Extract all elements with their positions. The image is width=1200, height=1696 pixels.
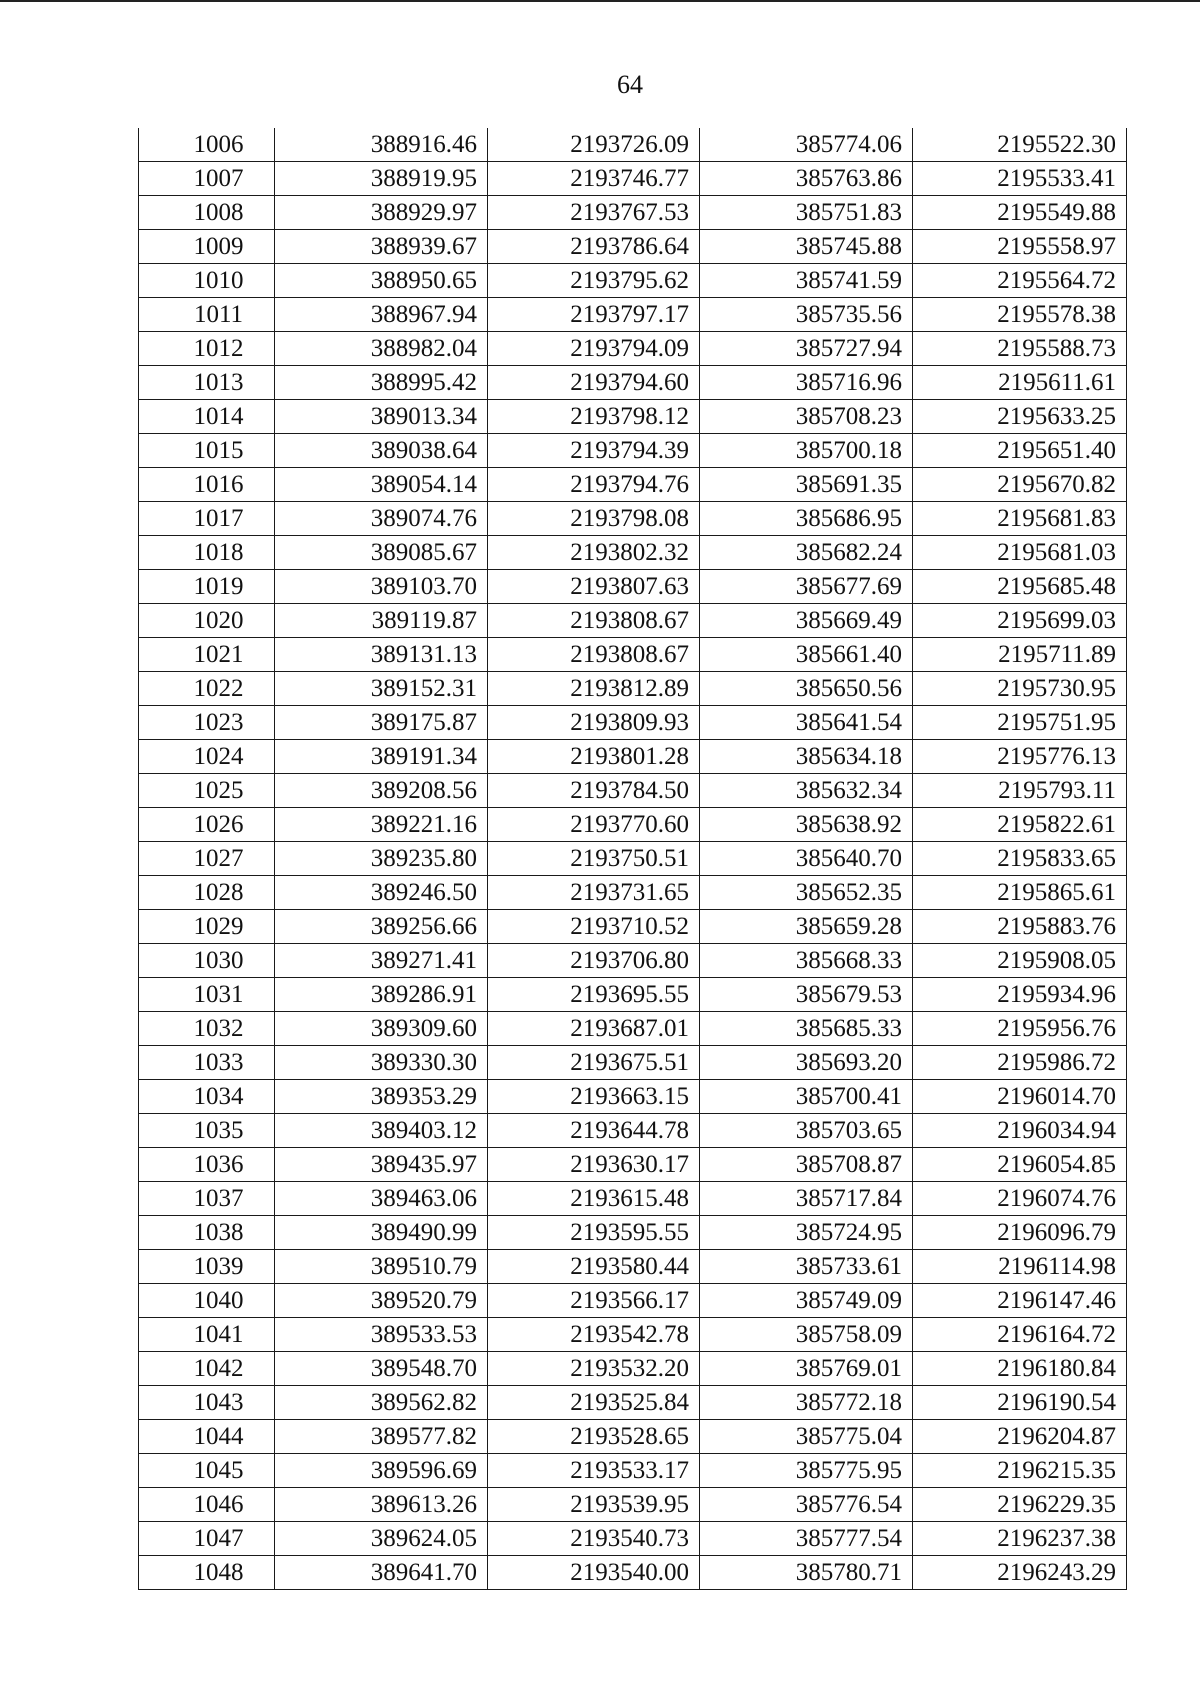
table-row (139, 536, 1127, 570)
coord-d-cell: 2196204.87 (913, 1420, 1127, 1454)
coord-d-cell: 2195681.03 (913, 536, 1127, 570)
coord-c-cell: 385763.86 (700, 162, 913, 196)
coord-d-cell: 2196243.29 (913, 1556, 1127, 1590)
coord-b-cell: 2193807.63 (488, 570, 700, 604)
coord-b-cell: 2193808.67 (488, 638, 700, 672)
coord-d-cell: 2195588.73 (913, 332, 1127, 366)
point-number-cell: 1022 (139, 672, 275, 706)
coord-c-cell: 385640.70 (700, 842, 913, 876)
coord-d-cell: 2195730.95 (913, 672, 1127, 706)
coord-b-cell: 2193675.51 (488, 1046, 700, 1080)
coord-d-cell: 2195751.95 (913, 706, 1127, 740)
point-number-cell: 1039 (139, 1250, 275, 1284)
coord-c-cell: 385741.59 (700, 264, 913, 298)
coord-a-cell: 388967.94 (275, 298, 488, 332)
coord-c-cell: 385733.61 (700, 1250, 913, 1284)
coord-b-cell: 2193615.48 (488, 1182, 700, 1216)
table-row (139, 740, 1127, 774)
coord-d-cell: 2196180.84 (913, 1352, 1127, 1386)
coord-a-cell: 389562.82 (275, 1386, 488, 1420)
coord-a-cell: 389074.76 (275, 502, 488, 536)
coord-c-cell: 385772.18 (700, 1386, 913, 1420)
table-row (139, 570, 1127, 604)
coord-a-cell: 389235.80 (275, 842, 488, 876)
table-row (139, 638, 1127, 672)
coord-b-cell: 2193706.80 (488, 944, 700, 978)
page-top-rule (0, 0, 1200, 2)
coord-a-cell: 389533.53 (275, 1318, 488, 1352)
coord-d-cell: 2196190.54 (913, 1386, 1127, 1420)
coord-a-cell: 389131.13 (275, 638, 488, 672)
coord-b-cell: 2193770.60 (488, 808, 700, 842)
table-row (139, 1386, 1127, 1420)
table-row (139, 1046, 1127, 1080)
table-row (139, 1284, 1127, 1318)
coord-c-cell: 385686.95 (700, 502, 913, 536)
coord-b-cell: 2193580.44 (488, 1250, 700, 1284)
point-number-cell: 1035 (139, 1114, 275, 1148)
coord-b-cell: 2193795.62 (488, 264, 700, 298)
coord-c-cell: 385668.33 (700, 944, 913, 978)
coord-c-cell: 385685.33 (700, 1012, 913, 1046)
point-number-cell: 1041 (139, 1318, 275, 1352)
coord-c-cell: 385661.40 (700, 638, 913, 672)
point-number-cell: 1048 (139, 1556, 275, 1590)
table-row (139, 842, 1127, 876)
coord-b-cell: 2193767.53 (488, 196, 700, 230)
coord-a-cell: 389490.99 (275, 1216, 488, 1250)
coordinate-table (138, 128, 1127, 1590)
coord-a-cell: 389221.16 (275, 808, 488, 842)
coord-c-cell: 385708.87 (700, 1148, 913, 1182)
table-row (139, 808, 1127, 842)
coord-b-cell: 2193809.93 (488, 706, 700, 740)
coord-c-cell: 385749.09 (700, 1284, 913, 1318)
coord-a-cell: 389624.05 (275, 1522, 488, 1556)
table-row (139, 230, 1127, 264)
coord-b-cell: 2193798.12 (488, 400, 700, 434)
coord-b-cell: 2193784.50 (488, 774, 700, 808)
point-number-cell: 1021 (139, 638, 275, 672)
table-row (139, 876, 1127, 910)
coord-b-cell: 2193539.95 (488, 1488, 700, 1522)
coordinate-table-container (138, 128, 1126, 1590)
table-row (139, 434, 1127, 468)
coord-d-cell: 2195908.05 (913, 944, 1127, 978)
table-row (139, 502, 1127, 536)
coord-d-cell: 2196164.72 (913, 1318, 1127, 1352)
point-number-cell: 1011 (139, 298, 275, 332)
coord-a-cell: 388916.46 (275, 128, 488, 162)
coord-a-cell: 389175.87 (275, 706, 488, 740)
point-number-cell: 1009 (139, 230, 275, 264)
point-number-cell: 1032 (139, 1012, 275, 1046)
coord-c-cell: 385708.23 (700, 400, 913, 434)
table-row (139, 1250, 1127, 1284)
coord-d-cell: 2195883.76 (913, 910, 1127, 944)
coord-b-cell: 2193812.89 (488, 672, 700, 706)
coord-c-cell: 385716.96 (700, 366, 913, 400)
table-row (139, 944, 1127, 978)
coord-c-cell: 385703.65 (700, 1114, 913, 1148)
point-number-cell: 1007 (139, 162, 275, 196)
coord-b-cell: 2193794.76 (488, 468, 700, 502)
coord-d-cell: 2195651.40 (913, 434, 1127, 468)
table-row (139, 706, 1127, 740)
coord-d-cell: 2196074.76 (913, 1182, 1127, 1216)
coord-c-cell: 385634.18 (700, 740, 913, 774)
point-number-cell: 1010 (139, 264, 275, 298)
coord-c-cell: 385691.35 (700, 468, 913, 502)
point-number-cell: 1012 (139, 332, 275, 366)
table-row (139, 1522, 1127, 1556)
coord-a-cell: 389309.60 (275, 1012, 488, 1046)
coord-c-cell: 385775.04 (700, 1420, 913, 1454)
coord-c-cell: 385774.06 (700, 128, 913, 162)
point-number-cell: 1046 (139, 1488, 275, 1522)
point-number-cell: 1045 (139, 1454, 275, 1488)
coord-d-cell: 2195522.30 (913, 128, 1127, 162)
point-number-cell: 1031 (139, 978, 275, 1012)
coord-d-cell: 2195699.03 (913, 604, 1127, 638)
coord-c-cell: 385650.56 (700, 672, 913, 706)
table-row (139, 1420, 1127, 1454)
coord-c-cell: 385727.94 (700, 332, 913, 366)
coord-c-cell: 385724.95 (700, 1216, 913, 1250)
coord-d-cell: 2196034.94 (913, 1114, 1127, 1148)
coord-d-cell: 2195956.76 (913, 1012, 1127, 1046)
point-number-cell: 1020 (139, 604, 275, 638)
coord-c-cell: 385769.01 (700, 1352, 913, 1386)
table-row (139, 1148, 1127, 1182)
coord-d-cell: 2196237.38 (913, 1522, 1127, 1556)
coord-b-cell: 2193644.78 (488, 1114, 700, 1148)
coord-b-cell: 2193731.65 (488, 876, 700, 910)
coord-d-cell: 2195633.25 (913, 400, 1127, 434)
point-number-cell: 1044 (139, 1420, 275, 1454)
table-row (139, 1012, 1127, 1046)
coord-d-cell: 2195711.89 (913, 638, 1127, 672)
coord-d-cell: 2196096.79 (913, 1216, 1127, 1250)
point-number-cell: 1013 (139, 366, 275, 400)
coord-b-cell: 2193797.17 (488, 298, 700, 332)
table-row (139, 672, 1127, 706)
coord-a-cell: 389596.69 (275, 1454, 488, 1488)
point-number-cell: 1037 (139, 1182, 275, 1216)
coord-b-cell: 2193663.15 (488, 1080, 700, 1114)
coord-a-cell: 389152.31 (275, 672, 488, 706)
table-row (139, 196, 1127, 230)
table-row (139, 1318, 1127, 1352)
coord-d-cell: 2196229.35 (913, 1488, 1127, 1522)
coord-b-cell: 2193533.17 (488, 1454, 700, 1488)
coord-d-cell: 2196114.98 (913, 1250, 1127, 1284)
coord-a-cell: 389286.91 (275, 978, 488, 1012)
coord-a-cell: 389038.64 (275, 434, 488, 468)
table-row (139, 332, 1127, 366)
page-number: 64 (617, 70, 643, 99)
point-number-cell: 1016 (139, 468, 275, 502)
coord-b-cell: 2193695.55 (488, 978, 700, 1012)
table-row (139, 1080, 1127, 1114)
table-row (139, 978, 1127, 1012)
coord-d-cell: 2195865.61 (913, 876, 1127, 910)
point-number-cell: 1015 (139, 434, 275, 468)
coord-d-cell: 2195558.97 (913, 230, 1127, 264)
coord-b-cell: 2193802.32 (488, 536, 700, 570)
point-number-cell: 1019 (139, 570, 275, 604)
coord-b-cell: 2193566.17 (488, 1284, 700, 1318)
coord-d-cell: 2195578.38 (913, 298, 1127, 332)
point-number-cell: 1024 (139, 740, 275, 774)
coord-b-cell: 2193532.20 (488, 1352, 700, 1386)
point-number-cell: 1026 (139, 808, 275, 842)
coord-c-cell: 385751.83 (700, 196, 913, 230)
coord-a-cell: 389353.29 (275, 1080, 488, 1114)
coord-c-cell: 385735.56 (700, 298, 913, 332)
coord-c-cell: 385679.53 (700, 978, 913, 1012)
coord-b-cell: 2193525.84 (488, 1386, 700, 1420)
coord-c-cell: 385717.84 (700, 1182, 913, 1216)
point-number-cell: 1006 (139, 128, 275, 162)
point-number-cell: 1025 (139, 774, 275, 808)
coord-d-cell: 2195822.61 (913, 808, 1127, 842)
coord-c-cell: 385776.54 (700, 1488, 913, 1522)
coord-a-cell: 389103.70 (275, 570, 488, 604)
coord-a-cell: 389520.79 (275, 1284, 488, 1318)
table-row (139, 1488, 1127, 1522)
coord-a-cell: 389548.70 (275, 1352, 488, 1386)
coord-c-cell: 385659.28 (700, 910, 913, 944)
coord-b-cell: 2193540.73 (488, 1522, 700, 1556)
coord-b-cell: 2193808.67 (488, 604, 700, 638)
point-number-cell: 1018 (139, 536, 275, 570)
coord-c-cell: 385693.20 (700, 1046, 913, 1080)
table-row (139, 128, 1127, 162)
point-number-cell: 1033 (139, 1046, 275, 1080)
coord-a-cell: 388950.65 (275, 264, 488, 298)
coord-c-cell: 385632.34 (700, 774, 913, 808)
coord-a-cell: 389208.56 (275, 774, 488, 808)
coord-b-cell: 2193542.78 (488, 1318, 700, 1352)
table-row (139, 1216, 1127, 1250)
coordinate-table-body (139, 128, 1127, 1590)
point-number-cell: 1017 (139, 502, 275, 536)
coord-c-cell: 385775.95 (700, 1454, 913, 1488)
coord-a-cell: 389463.06 (275, 1182, 488, 1216)
coord-b-cell: 2193794.39 (488, 434, 700, 468)
point-number-cell: 1036 (139, 1148, 275, 1182)
coord-c-cell: 385777.54 (700, 1522, 913, 1556)
coord-b-cell: 2193528.65 (488, 1420, 700, 1454)
coord-c-cell: 385780.71 (700, 1556, 913, 1590)
coord-a-cell: 389613.26 (275, 1488, 488, 1522)
coord-d-cell: 2195670.82 (913, 468, 1127, 502)
table-row (139, 604, 1127, 638)
table-row (139, 774, 1127, 808)
table-row (139, 468, 1127, 502)
table-row (139, 1352, 1127, 1386)
table-row (139, 298, 1127, 332)
coord-d-cell: 2195681.83 (913, 502, 1127, 536)
coord-c-cell: 385758.09 (700, 1318, 913, 1352)
coord-d-cell: 2196215.35 (913, 1454, 1127, 1488)
coord-b-cell: 2193746.77 (488, 162, 700, 196)
coord-a-cell: 388919.95 (275, 162, 488, 196)
coord-a-cell: 389271.41 (275, 944, 488, 978)
coord-c-cell: 385700.41 (700, 1080, 913, 1114)
table-row (139, 400, 1127, 434)
coord-b-cell: 2193750.51 (488, 842, 700, 876)
coord-a-cell: 388995.42 (275, 366, 488, 400)
coord-d-cell: 2195934.96 (913, 978, 1127, 1012)
coord-d-cell: 2195564.72 (913, 264, 1127, 298)
coord-a-cell: 389330.30 (275, 1046, 488, 1080)
coord-b-cell: 2193726.09 (488, 128, 700, 162)
coord-b-cell: 2193710.52 (488, 910, 700, 944)
coord-c-cell: 385641.54 (700, 706, 913, 740)
coord-a-cell: 389577.82 (275, 1420, 488, 1454)
coord-a-cell: 389510.79 (275, 1250, 488, 1284)
coord-a-cell: 389435.97 (275, 1148, 488, 1182)
coord-a-cell: 389013.34 (275, 400, 488, 434)
table-row (139, 366, 1127, 400)
coord-b-cell: 2193794.09 (488, 332, 700, 366)
point-number-cell: 1040 (139, 1284, 275, 1318)
coord-d-cell: 2195685.48 (913, 570, 1127, 604)
point-number-cell: 1043 (139, 1386, 275, 1420)
coord-a-cell: 388939.67 (275, 230, 488, 264)
coord-b-cell: 2193794.60 (488, 366, 700, 400)
coord-a-cell: 389403.12 (275, 1114, 488, 1148)
coord-d-cell: 2196014.70 (913, 1080, 1127, 1114)
point-number-cell: 1034 (139, 1080, 275, 1114)
table-row (139, 1556, 1127, 1590)
coord-b-cell: 2193630.17 (488, 1148, 700, 1182)
coord-a-cell: 389641.70 (275, 1556, 488, 1590)
coord-a-cell: 389119.87 (275, 604, 488, 638)
coord-c-cell: 385682.24 (700, 536, 913, 570)
coord-c-cell: 385652.35 (700, 876, 913, 910)
coord-d-cell: 2195776.13 (913, 740, 1127, 774)
coord-a-cell: 389256.66 (275, 910, 488, 944)
point-number-cell: 1027 (139, 842, 275, 876)
table-row (139, 1182, 1127, 1216)
table-row (139, 1114, 1127, 1148)
coord-c-cell: 385669.49 (700, 604, 913, 638)
point-number-cell: 1023 (139, 706, 275, 740)
coord-a-cell: 389085.67 (275, 536, 488, 570)
coord-c-cell: 385638.92 (700, 808, 913, 842)
point-number-cell: 1008 (139, 196, 275, 230)
coord-b-cell: 2193801.28 (488, 740, 700, 774)
coord-d-cell: 2195549.88 (913, 196, 1127, 230)
coord-d-cell: 2195986.72 (913, 1046, 1127, 1080)
point-number-cell: 1038 (139, 1216, 275, 1250)
coord-c-cell: 385700.18 (700, 434, 913, 468)
point-number-cell: 1042 (139, 1352, 275, 1386)
coord-a-cell: 389054.14 (275, 468, 488, 502)
coord-d-cell: 2196054.85 (913, 1148, 1127, 1182)
coord-d-cell: 2195833.65 (913, 842, 1127, 876)
table-row (139, 910, 1127, 944)
coord-b-cell: 2193687.01 (488, 1012, 700, 1046)
coord-d-cell: 2195793.11 (913, 774, 1127, 808)
coord-d-cell: 2195533.41 (913, 162, 1127, 196)
point-number-cell: 1047 (139, 1522, 275, 1556)
point-number-cell: 1030 (139, 944, 275, 978)
coord-d-cell: 2196147.46 (913, 1284, 1127, 1318)
point-number-cell: 1014 (139, 400, 275, 434)
table-row (139, 264, 1127, 298)
coord-a-cell: 388982.04 (275, 332, 488, 366)
coord-b-cell: 2193595.55 (488, 1216, 700, 1250)
coord-c-cell: 385677.69 (700, 570, 913, 604)
coord-b-cell: 2193540.00 (488, 1556, 700, 1590)
point-number-cell: 1028 (139, 876, 275, 910)
table-row (139, 162, 1127, 196)
coord-d-cell: 2195611.61 (913, 366, 1127, 400)
coord-a-cell: 389246.50 (275, 876, 488, 910)
coord-a-cell: 389191.34 (275, 740, 488, 774)
coord-b-cell: 2193798.08 (488, 502, 700, 536)
table-row (139, 1454, 1127, 1488)
coord-b-cell: 2193786.64 (488, 230, 700, 264)
point-number-cell: 1029 (139, 910, 275, 944)
coord-a-cell: 388929.97 (275, 196, 488, 230)
coord-c-cell: 385745.88 (700, 230, 913, 264)
